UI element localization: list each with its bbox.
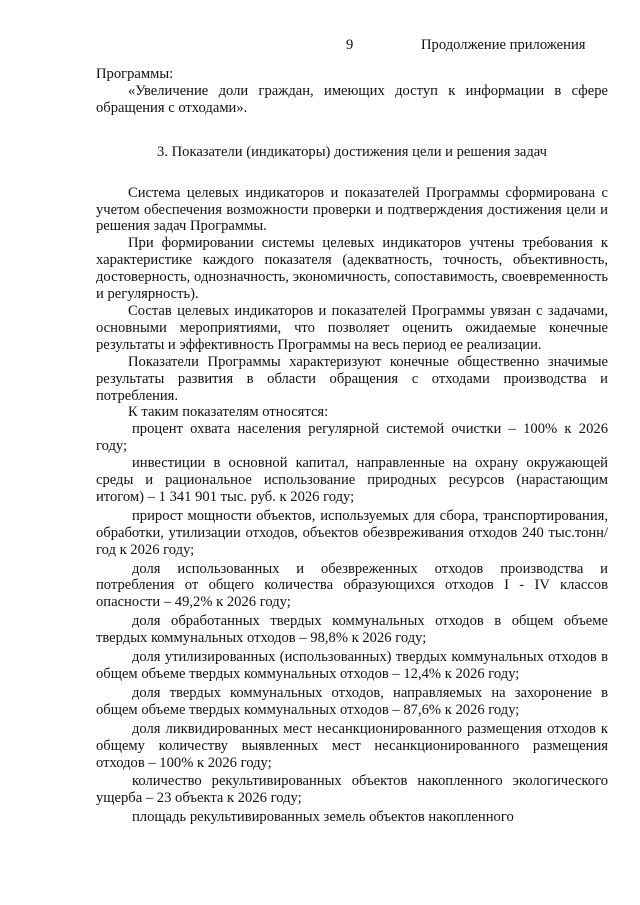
appendix-continuation-note: Продолжение приложения — [421, 37, 586, 53]
indicator-item: доля использованных и обезвреженных отходов производства и потребления от общего количества образующихся отходов I - IV классов опасности – 49,2% к 2026 году; — [96, 560, 608, 611]
indicator-item: доля твердых коммунальных отходов, направляемых на захоронение в общем объеме твердых коммунальных отходов – 87,6% к 2026 году; — [96, 684, 608, 718]
document-body — [96, 66, 608, 826]
indicator-item: площадь рекультивированных земель объектов накопленного — [132, 809, 514, 826]
indicator-item: инвестиции в основной капитал, направленные на охрану окружающей среды и рациональное использование природных ресурсов (нарастающим итогом) – 1 341 901 тыс. руб. к 2026 году; — [96, 455, 608, 505]
indicators-lead: К таким показателям относятся: — [128, 404, 329, 421]
indicator-item: прирост мощности объектов, используемых для сбора, транспортирования, обработки, утилизации отходов, объектов обезвреживания отходов 240 тыс.тонн/год к 2026 году; — [96, 507, 608, 558]
intro-lead: Программы: — [96, 66, 174, 82]
paragraph: Показатели Программы характеризуют конечные общественно значимые результаты развития в области обращения с отходами производства и потребления. — [96, 353, 608, 404]
program-goal: «Увеличение доли граждан, имеющих доступ к информации в сфере обращения с отходами». — [96, 82, 608, 116]
paragraph: Система целевых индикаторов и показателей Программы сформирована с учетом обеспечения возможности проверки и подтверждения достижения цели и решения задач Программы. — [96, 184, 608, 235]
paragraph: Состав целевых индикаторов и показателей Программы увязан с задачами, основными мероприятиями, что позволяет оценить ожидаемые конечные результаты и эффективность Программы на весь период ее реализации. — [96, 302, 608, 353]
indicator-item: доля обработанных твердых коммунальных отходов в общем объеме твердых коммунальных отходов – 98,8% к 2026 году; — [96, 613, 608, 647]
page-header — [0, 37, 640, 57]
section-heading: 3. Показатели (индикаторы) достижения цели и решения задач — [157, 143, 547, 160]
indicator-item: количество рекультивированных объектов накопленного экологического ущерба – 23 объекта к 2026 году; — [96, 773, 608, 807]
indicator-item: доля ликвидированных мест несанкционированного размещения отходов к общему количеству выявленных мест несанкционированного размещения отходов – 100% к 2026 году; — [96, 720, 608, 771]
indicator-item: доля утилизированных (использованных) твердых коммунальных отходов в общем объеме твердых коммунальных отходов – 12,4% к 2026 году; — [96, 649, 608, 682]
indicator-item: процент охвата населения регулярной системой очистки – 100% к 2026 году; — [96, 421, 608, 455]
paragraph: При формировании системы целевых индикаторов учтены требования к характеристике каждого показателя (адекватность, точность, объективность, достоверность, однозначность, экономичность, сопоставимость, своевременность и регулярность). — [96, 235, 608, 303]
page-number: 9 — [346, 37, 354, 53]
